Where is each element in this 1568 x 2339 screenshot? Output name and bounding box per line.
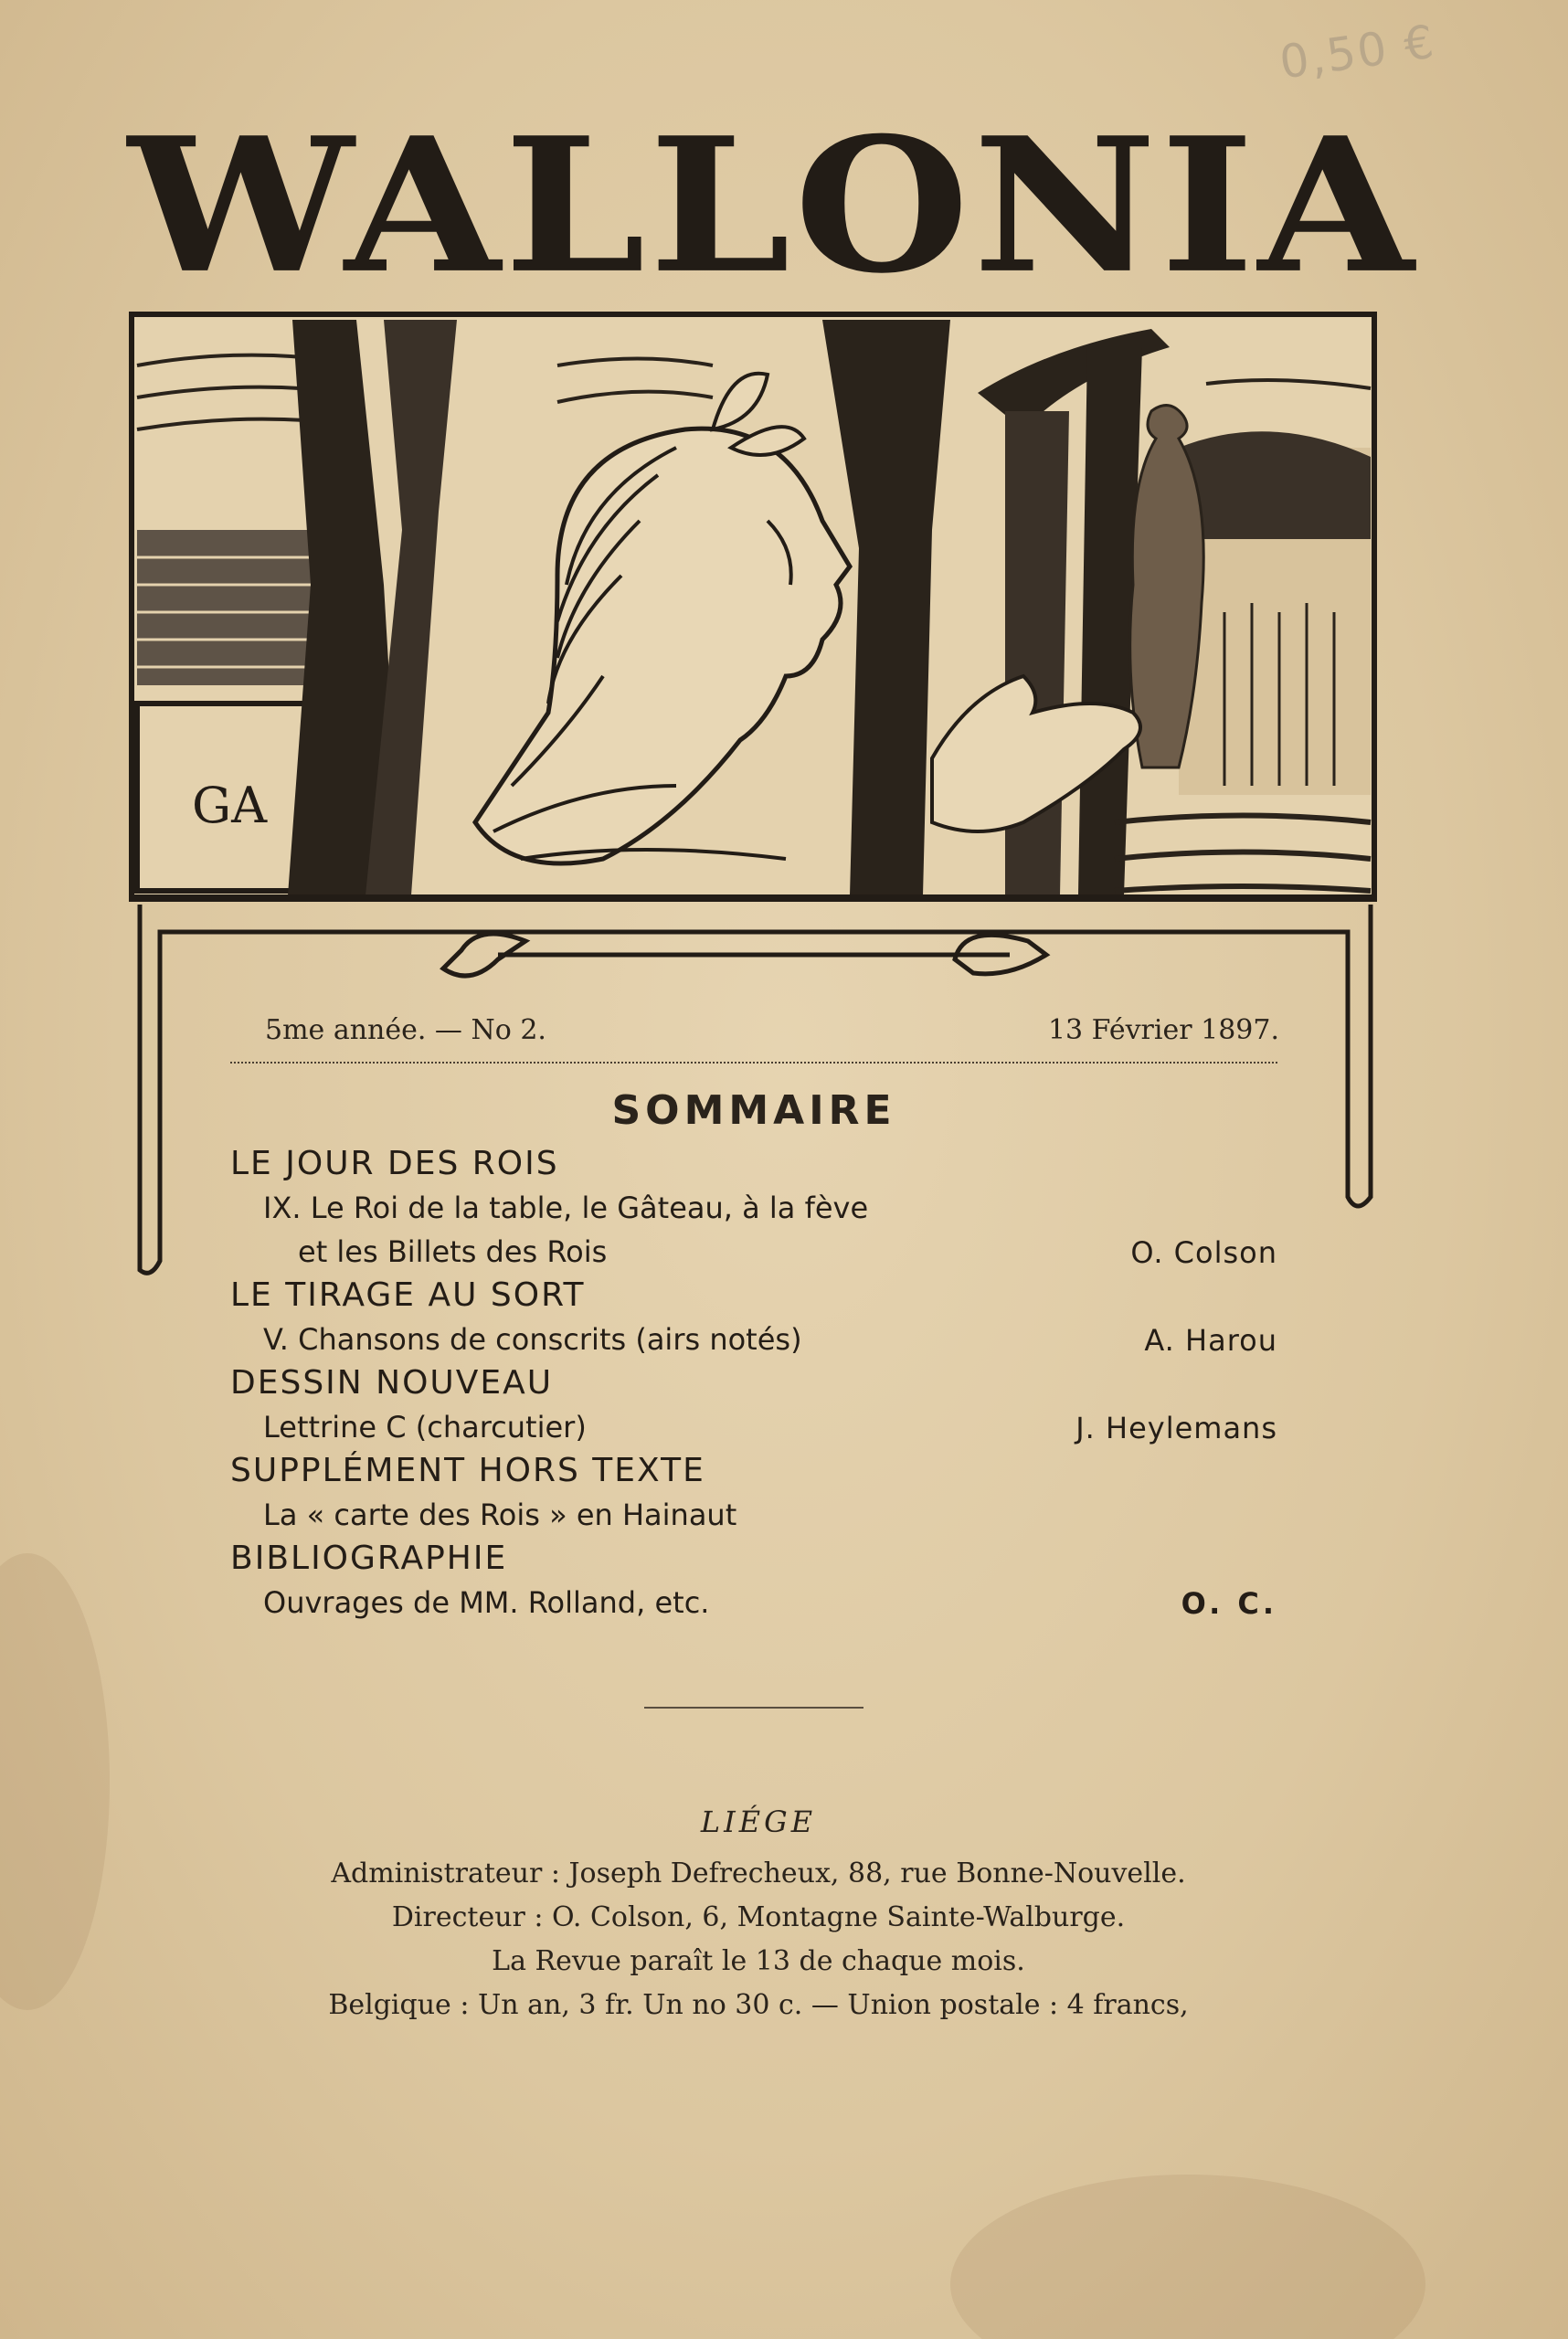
separator-rule: [644, 1707, 863, 1709]
price-note: 0,50 €: [1276, 15, 1439, 90]
city-name: LIÉGE: [700, 1805, 817, 1839]
masthead-title: WALLONIA: [128, 96, 1418, 314]
issue-date: 13 Février 1897.: [1047, 1014, 1279, 1046]
publisher-footer: [164, 1805, 1352, 2027]
dotted-rule: [230, 1062, 1277, 1064]
administrator-line: Administrateur : Joseph Defrecheux, 88, rue Bonne-Nouvelle.: [331, 1857, 1186, 1889]
toc-item: [230, 1318, 1277, 1361]
cover-illustration: [128, 311, 1378, 914]
toc-section: [230, 1361, 1277, 1449]
toc-item: [230, 1186, 1277, 1274]
toc-section: [230, 1537, 1277, 1625]
toc-item: [230, 1581, 1277, 1625]
director-line: Directeur : O. Colson, 6, Montagne Sainte-Walburge.: [391, 1901, 1126, 1933]
summary-title: SOMMAIRE: [611, 1087, 896, 1134]
item-line: Lettrine C (charcutier): [263, 1410, 587, 1445]
toc-item: [230, 1493, 1277, 1537]
section-heading: LE JOUR DES ROIS: [230, 1145, 559, 1182]
section-heading: BIBLIOGRAPHIE: [230, 1540, 508, 1577]
section-heading: SUPPLÉMENT HORS TEXTE: [230, 1452, 705, 1489]
author-name: O. C.: [1181, 1586, 1277, 1621]
item-line: La « carte des Rois » en Hainaut: [263, 1498, 737, 1532]
section-heading: LE TIRAGE AU SORT: [230, 1276, 586, 1314]
toc-section: [230, 1142, 1277, 1274]
item-line: Ouvrages de MM. Rolland, etc.: [263, 1585, 710, 1620]
paper-stain: [950, 2175, 1425, 2339]
author-name: A. Harou: [1144, 1323, 1277, 1358]
item-line: IX. Le Roi de la table, le Gâteau, à la fève: [263, 1191, 869, 1225]
schedule-line: La Revue paraît le 13 de chaque mois.: [492, 1945, 1025, 1977]
toc-section: [230, 1274, 1277, 1361]
author-name: O. Colson: [1130, 1235, 1277, 1270]
item-line: et les Billets des Rois: [298, 1234, 608, 1269]
section-heading: DESSIN NOUVEAU: [230, 1364, 554, 1402]
item-line: V. Chansons de conscrits (airs notés): [263, 1322, 802, 1357]
toc-item: [230, 1405, 1277, 1449]
paper-stain: [0, 1553, 110, 2010]
toc-section: [230, 1449, 1277, 1537]
artist-monogram: GA: [192, 777, 268, 834]
author-name: J. Heylemans: [1075, 1411, 1277, 1445]
subscription-line: Belgique : Un an, 3 fr. Un no 30 c. — Union postale : 4 francs,: [328, 1989, 1189, 2021]
woodcut-illustration: [128, 311, 1378, 914]
issue-line: [265, 1014, 1279, 1060]
table-of-contents: [230, 1142, 1277, 1625]
issue-number: 5me année. — No 2.: [265, 1014, 546, 1046]
